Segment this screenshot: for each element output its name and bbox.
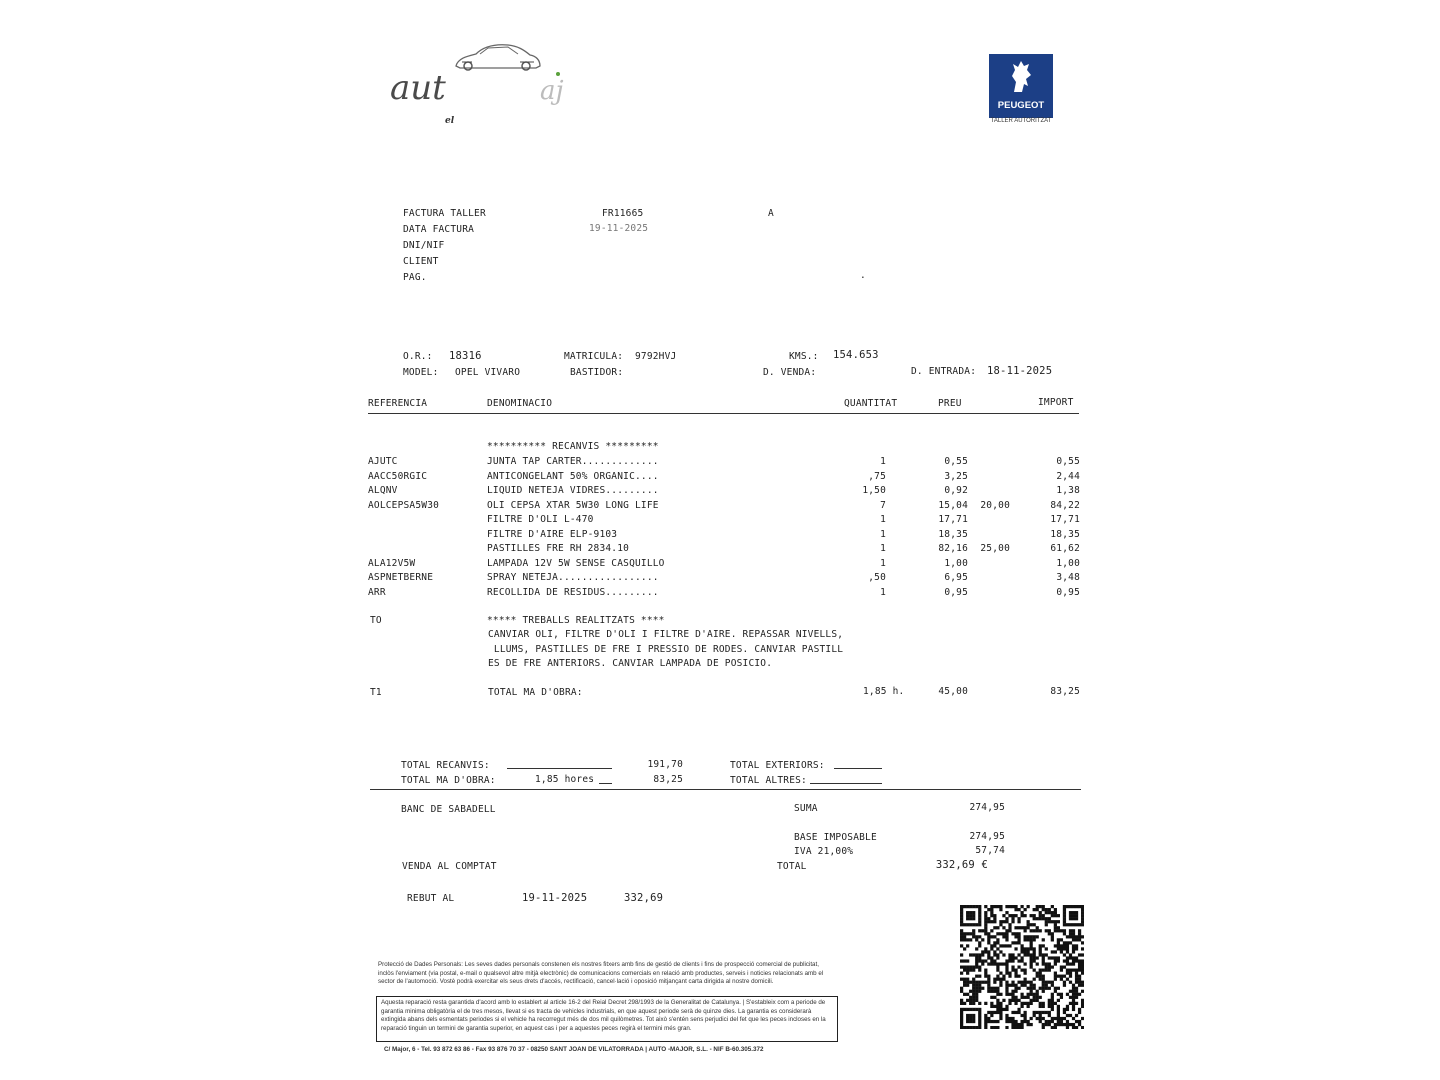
recipient-label: A — [768, 208, 774, 219]
treballs-line-2: LLUMS, PASTILLES DE FRE I PRESSIO DE RODES. CANVIAR PASTILL — [488, 644, 844, 655]
table-cell-price: 82,16 — [938, 543, 968, 554]
total-recanvis-line — [507, 768, 612, 769]
column-referencia: REFERENCIA — [368, 398, 428, 409]
logo-text: aut — [390, 68, 446, 108]
entrada-label: D. ENTRADA: — [911, 366, 977, 377]
table-cell-ref: ASPNETBERNE — [368, 572, 434, 583]
car-outline-icon — [452, 40, 544, 74]
iva-value: 57,74 — [975, 845, 1005, 856]
table-cell-ref: ALA12V5W — [368, 557, 416, 569]
table-cell-qty: 7 — [880, 499, 886, 511]
total-recanvis-label: TOTAL RECANVIS: — [401, 760, 490, 771]
treballs-header: ***** TREBALLS REALITZATS **** — [487, 615, 665, 626]
lion-icon — [1006, 58, 1036, 94]
table-cell-price: 3,25 — [944, 470, 968, 482]
logo-text-2: aj — [540, 76, 564, 106]
table-cell-disc: 20,00 — [980, 499, 1010, 511]
table-cell-desc: FILTRE D'AIRE ELP-9103 — [487, 528, 618, 540]
bank-name: BANC DE SABADELL — [401, 804, 496, 815]
or-value: 18316 — [449, 350, 482, 362]
table-cell-ref: ARR — [368, 586, 386, 598]
rebut-date: 19-11-2025 — [522, 892, 588, 904]
column-quantitat: QUANTITAT — [844, 398, 898, 409]
total-altres-line — [810, 783, 882, 784]
treballs-line-3: ES DE FRE ANTERIORS. CANVIAR LAMPADA DE POSICIO. — [488, 658, 773, 669]
treballs-ref: TO — [370, 615, 382, 626]
total-altres-label: TOTAL ALTRES: — [730, 775, 807, 786]
table-cell-price: 6,95 — [944, 572, 968, 583]
guarantee-text: Aquesta reparació resta garantida d'acord amb lo establert al article 16-2 del Reial Decret 298/1993 de la Generalitat de Catalunya. | S'estableix com a periode de garantia minima obligatòria el de tres mesos, llevat si es tracta de vehicles industrials, en que aquest periode serà de quinze dies. La garantia es considerarà extingida abans dels esmentats periodes si el vehicle ha recorregut més de dos mil quilòmetres. Tot això s'entén sens perjudici del fet que les peces incloses en la reparació tinguin un termini de garantia superior, en aquest cas i per a aquestes peces regirà el termini més gran. — [381, 999, 826, 1032]
table-cell-price: 0,55 — [944, 456, 968, 467]
table-cell-qty: 1 — [880, 528, 886, 540]
table-cell-ref: AACC50RGIC — [368, 470, 428, 482]
stray-dot: . — [860, 270, 866, 281]
or-label: O.R.: — [403, 351, 433, 362]
table-cell-amount: 17,71 — [1050, 514, 1080, 525]
pag-label: PAG. — [403, 272, 427, 283]
table-cell-desc: OLI CEPSA XTAR 5W30 LONG LIFE — [487, 499, 659, 511]
total-exteriors-line — [834, 768, 882, 769]
peugeot-logo — [989, 54, 1053, 118]
total-recanvis-value: 191,70 — [647, 759, 683, 770]
factura-label: FACTURA TALLER — [403, 208, 486, 219]
client-label: CLIENT — [403, 256, 439, 267]
table-cell-ref: AOLCEPSA5W30 — [368, 499, 440, 511]
factura-number: FR11665 — [602, 208, 644, 219]
table-cell-qty: 1 — [880, 514, 886, 525]
base-imposable-value: 274,95 — [969, 831, 1005, 842]
table-cell-qty: 1 — [880, 543, 886, 554]
table-cell-qty: ,75 — [868, 470, 886, 482]
venda-label: D. VENDA: — [763, 367, 817, 378]
base-imposable-label: BASE IMPOSABLE — [794, 832, 877, 843]
table-header-divider — [368, 413, 1079, 414]
dni-label: DNI/NIF — [403, 240, 445, 251]
matricula-value: 9792HVJ — [635, 351, 677, 362]
table-cell-price: 15,04 — [938, 499, 968, 511]
table-cell-amount: 2,44 — [1056, 470, 1080, 482]
peugeot-subtitle: TALLER AUTORITZAT — [990, 118, 1052, 124]
table-cell-desc: LAMPADA 12V 5W SENSE CASQUILLO — [487, 557, 665, 569]
table-cell-amount: 1,38 — [1056, 485, 1080, 496]
table-cell-ref: ALQNV — [368, 485, 398, 496]
peugeot-label: PEUGEOT — [997, 100, 1045, 111]
qr-code-icon — [960, 905, 1084, 1029]
model-label: MODEL: — [403, 367, 439, 378]
table-cell-price: 17,71 — [938, 514, 968, 525]
table-cell-desc: ANTICONGELANT 50% ORGANIC.... — [487, 470, 659, 482]
table-cell-disc: 25,00 — [980, 543, 1010, 554]
table-cell-amount: 1,00 — [1056, 557, 1080, 569]
table-cell-amount: 61,62 — [1050, 543, 1080, 554]
table-cell-qty: 1 — [880, 586, 886, 598]
venda-comptat-label: VENDA AL COMPTAT — [402, 861, 497, 872]
table-cell-qty: 1 — [880, 456, 886, 467]
table-cell-amount: 0,55 — [1056, 456, 1080, 467]
labor-qty: 1,85 h. — [863, 686, 905, 697]
table-cell-amount: 3,48 — [1056, 572, 1080, 583]
kms-label: KMS.: — [789, 351, 819, 362]
table-cell-desc: RECOLLIDA DE RESIDUS......... — [487, 586, 659, 598]
data-factura-value: 19-11-2025 — [589, 223, 649, 234]
bastidor-label: BASTIDOR: — [570, 367, 624, 378]
table-cell-amount: 18,35 — [1050, 528, 1080, 540]
column-preu: PREU — [938, 398, 962, 409]
table-cell-price: 0,95 — [944, 586, 968, 598]
total-value: 332,69 € — [935, 859, 988, 871]
labor-ref: T1 — [370, 687, 382, 698]
footer-address: C/ Major, 6 - Tel. 93 872 63 86 - Fax 93 876 70 37 - 08250 SANT JOAN DE VILATORRADA | AUTO -MAJOR, S.L. - NIF B-60.305.372 — [384, 1046, 764, 1053]
table-cell-qty: 1,50 — [862, 485, 886, 496]
total-label: TOTAL — [777, 861, 807, 872]
totals-divider — [370, 789, 1081, 790]
column-denominacio: DENOMINACIO — [487, 398, 553, 409]
labor-price: 45,00 — [938, 686, 968, 697]
recanvis-header: ********** RECANVIS ********* — [487, 441, 659, 452]
table-cell-desc: FILTRE D'OLI L-470 — [487, 514, 594, 525]
logo-subtext: el — [445, 116, 455, 126]
table-cell-desc: JUNTA TAP CARTER............. — [487, 456, 659, 467]
table-cell-price: 18,35 — [938, 528, 968, 540]
total-ma-obra-hours: 1,85 hores — [535, 774, 595, 785]
labor-desc: TOTAL MA D'OBRA: — [488, 687, 583, 698]
table-cell-amount: 0,95 — [1056, 586, 1080, 598]
logo-green-dot — [556, 72, 560, 76]
total-ma-obra-line — [599, 783, 612, 784]
labor-amount: 83,25 — [1050, 686, 1080, 697]
privacy-notice: Protecció de Dades Personals: Les seves dades personals constenen els nostres fitxers amb fins de gestió de clients i fins de prospecció comercial de publicitat, inclòs l'enviament (via postal, e-mail o qualsevol altre mitjà electrònic) de comunicacions comercials en relació amb productes, serveis i noticies relacionats amb el sector de l'automoció. Vostè podrà exercitar els seus drets d'accés, rectificació, cancel·lació i oposició mitjançant carta dirigida al nostre domicili. — [378, 961, 824, 986]
suma-value: 274,95 — [969, 802, 1005, 813]
entrada-value: 18-11-2025 — [987, 365, 1053, 377]
rebut-value: 332,69 — [624, 892, 664, 904]
total-exteriors-label: TOTAL EXTERIORS: — [730, 760, 825, 771]
matricula-label: MATRICULA: — [564, 351, 624, 362]
table-cell-desc: LIQUID NETEJA VIDRES......... — [487, 485, 659, 496]
table-cell-price: 1,00 — [944, 557, 968, 569]
iva-label: IVA 21,00% — [794, 846, 854, 857]
suma-label: SUMA — [794, 803, 818, 814]
column-import: IMPORT — [1038, 397, 1074, 408]
rebut-label: REBUT AL — [407, 893, 455, 904]
table-cell-qty: ,50 — [868, 572, 886, 583]
total-ma-obra-label: TOTAL MA D'OBRA: — [401, 775, 496, 786]
table-cell-desc: SPRAY NETEJA................. — [487, 572, 659, 583]
table-cell-ref: AJUTC — [368, 456, 398, 467]
table-cell-desc: PASTILLES FRE RH 2834.10 — [487, 543, 630, 554]
table-cell-price: 0,92 — [944, 485, 968, 496]
data-factura-label: DATA FACTURA — [403, 224, 475, 235]
table-cell-amount: 84,22 — [1050, 499, 1080, 511]
table-cell-qty: 1 — [880, 557, 886, 569]
total-ma-obra-value: 83,25 — [653, 774, 683, 785]
model-value: OPEL VIVARO — [455, 367, 521, 378]
treballs-line-1: CANVIAR OLI, FILTRE D'OLI I FILTRE D'AIRE. REPASSAR NIVELLS, — [488, 629, 844, 640]
kms-value: 154.653 — [833, 349, 879, 361]
